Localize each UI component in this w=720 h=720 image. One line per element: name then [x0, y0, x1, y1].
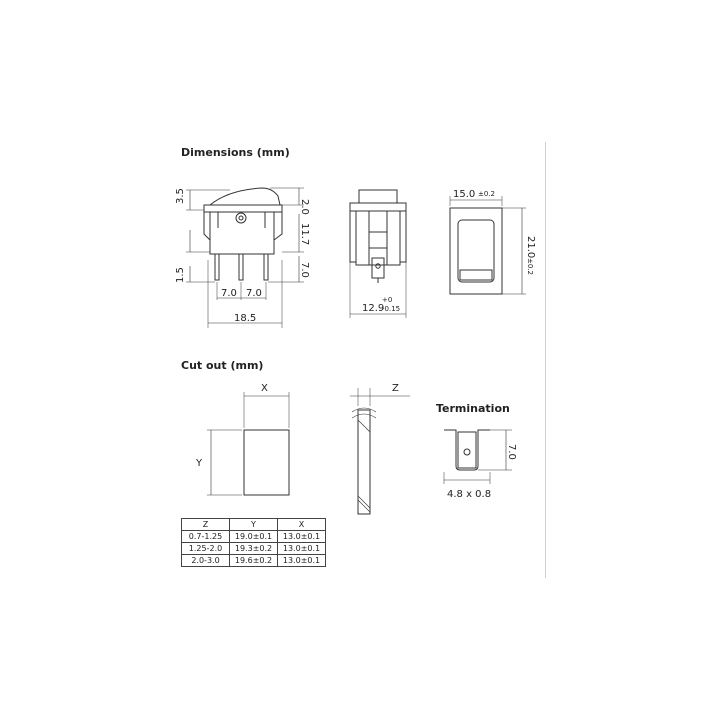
pin-length-left-label: 1.5 — [175, 267, 186, 283]
rocker-top-label: 2.0 — [299, 199, 310, 215]
pin-spacing-2-label: 7.0 — [246, 288, 262, 299]
pin-spacing-1-label: 7.0 — [221, 288, 237, 299]
side-view — [186, 188, 304, 328]
top-height-label: 21.0 — [525, 236, 536, 259]
table-cell: 13.0±0.1 — [278, 555, 326, 567]
panel-z-label: Z — [392, 383, 399, 394]
table-row — [182, 531, 326, 543]
cutout-heading: Cut out (mm) — [181, 359, 264, 372]
table-header: Y — [230, 519, 278, 531]
table-row — [182, 543, 326, 555]
dimensions-heading: Dimensions (mm) — [181, 146, 290, 159]
top-view — [450, 196, 526, 294]
rocker-height-label: 3.5 — [175, 188, 186, 204]
body-height-label: 11.7 — [299, 223, 310, 246]
table-cell: 0.7-1.25 — [182, 531, 230, 543]
panel-section — [350, 388, 410, 514]
cutout-view — [207, 392, 289, 495]
end-tol-upper-label: +0 — [382, 296, 393, 304]
table-cell: 13.0±0.1 — [278, 531, 326, 543]
end-view — [350, 190, 406, 318]
end-width-label: 12.9 — [362, 303, 385, 314]
table-header: X — [278, 519, 326, 531]
table-cell: 13.0±0.1 — [278, 543, 326, 555]
cutout-table — [181, 518, 326, 567]
cutout-x-label: X — [261, 383, 268, 394]
table-header: Z — [182, 519, 230, 531]
end-tol-lower-label: -0.15 — [382, 305, 401, 313]
table-cell: 19.3±0.2 — [230, 543, 278, 555]
side-width-label: 18.5 — [234, 313, 257, 324]
top-height-tol-label: ±0.2 — [526, 258, 534, 275]
table-row — [182, 555, 326, 567]
table-header-row — [182, 519, 326, 531]
termination-tab-size-label: 4.8 x 0.8 — [447, 489, 492, 500]
pin-length-right-label: 7.0 — [299, 262, 310, 278]
table-cell: 19.0±0.1 — [230, 531, 278, 543]
top-width-tol-label: ±0.2 — [478, 190, 495, 198]
table-cell: 19.6±0.2 — [230, 555, 278, 567]
termination-height-label: 7.0 — [506, 444, 517, 460]
termination-view — [444, 430, 512, 484]
cutout-y-label: Y — [196, 458, 203, 469]
termination-heading: Termination — [436, 402, 510, 415]
table-cell: 2.0-3.0 — [182, 555, 230, 567]
table-cell: 1.25-2.0 — [182, 543, 230, 555]
top-width-label: 15.0 — [453, 189, 476, 200]
